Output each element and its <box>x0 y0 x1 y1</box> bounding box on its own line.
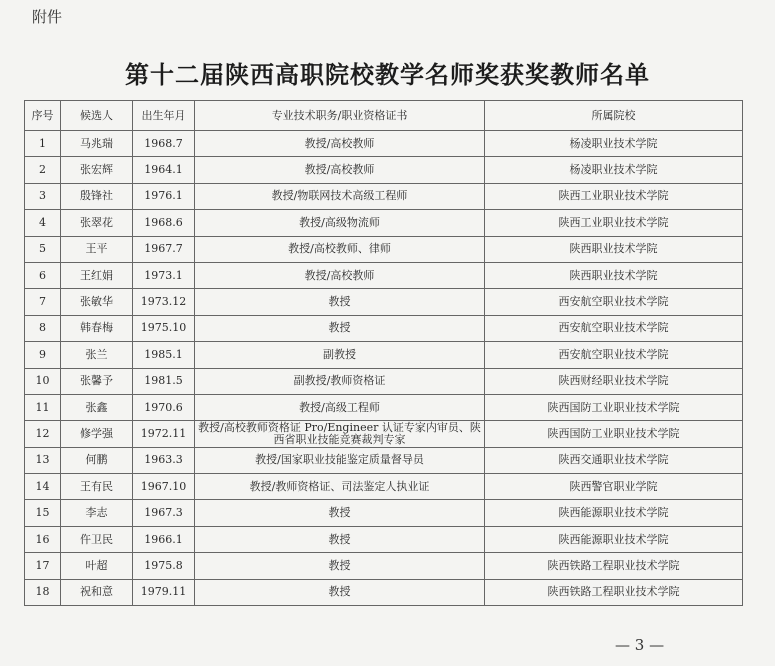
row-birth: 1976.1 <box>133 183 195 209</box>
row-candidate: 王有民 <box>61 474 133 500</box>
table-row <box>25 157 743 183</box>
row-title-cert: 教授/高校教师、律师 <box>195 236 485 262</box>
row-serial: 7 <box>25 289 61 315</box>
header-school: 所属院校 <box>485 101 743 131</box>
row-birth: 1964.1 <box>133 157 195 183</box>
row-candidate: 殷锋社 <box>61 183 133 209</box>
table-row <box>25 315 743 341</box>
row-school: 陕西能源职业技术学院 <box>485 500 743 526</box>
row-school: 西安航空职业技术学院 <box>485 342 743 368</box>
table-header-row <box>25 101 743 131</box>
row-title-cert: 副教授/教师资格证 <box>195 368 485 394</box>
row-serial: 13 <box>25 447 61 473</box>
row-birth: 1967.10 <box>133 474 195 500</box>
header-birth: 出生年月 <box>133 101 195 131</box>
row-title-cert: 教授 <box>195 500 485 526</box>
row-school: 陕西职业技术学院 <box>485 262 743 288</box>
row-serial: 17 <box>25 553 61 579</box>
row-birth: 1967.7 <box>133 236 195 262</box>
table-row <box>25 262 743 288</box>
row-candidate: 李志 <box>61 500 133 526</box>
row-school: 陕西铁路工程职业技术学院 <box>485 553 743 579</box>
row-title-cert: 教授/高校教师 <box>195 131 485 157</box>
row-school: 陕西工业职业技术学院 <box>485 183 743 209</box>
row-school: 西安航空职业技术学院 <box>485 289 743 315</box>
header-serial: 序号 <box>25 101 61 131</box>
row-title-cert: 教授/高级物流师 <box>195 210 485 236</box>
table-row <box>25 368 743 394</box>
row-candidate: 马兆瑞 <box>61 131 133 157</box>
row-candidate: 仵卫民 <box>61 526 133 552</box>
row-serial: 11 <box>25 394 61 420</box>
table-row <box>25 236 743 262</box>
table-row <box>25 421 743 447</box>
table-row <box>25 289 743 315</box>
page-number: — 3 — <box>615 636 665 654</box>
row-school: 陕西铁路工程职业技术学院 <box>485 579 743 605</box>
row-birth: 1973.1 <box>133 262 195 288</box>
row-serial: 2 <box>25 157 61 183</box>
row-school: 陕西能源职业技术学院 <box>485 526 743 552</box>
row-birth: 1975.8 <box>133 553 195 579</box>
row-candidate: 祝和意 <box>61 579 133 605</box>
row-title-cert: 副教授 <box>195 342 485 368</box>
row-serial: 6 <box>25 262 61 288</box>
row-birth: 1963.3 <box>133 447 195 473</box>
row-title-cert: 教授/高校教师 <box>195 157 485 183</box>
row-birth: 1985.1 <box>133 342 195 368</box>
row-birth: 1970.6 <box>133 394 195 420</box>
row-serial: 9 <box>25 342 61 368</box>
row-candidate: 王红娟 <box>61 262 133 288</box>
row-serial: 1 <box>25 131 61 157</box>
table-row <box>25 553 743 579</box>
table-row <box>25 342 743 368</box>
row-candidate: 张馨予 <box>61 368 133 394</box>
row-candidate: 张宏辉 <box>61 157 133 183</box>
row-candidate: 叶超 <box>61 553 133 579</box>
row-candidate: 张敏华 <box>61 289 133 315</box>
row-candidate: 张兰 <box>61 342 133 368</box>
row-school: 陕西国防工业职业技术学院 <box>485 421 743 447</box>
teacher-list-table <box>24 100 743 606</box>
row-birth: 1981.5 <box>133 368 195 394</box>
row-title-cert: 教授 <box>195 553 485 579</box>
row-school: 陕西警官职业学院 <box>485 474 743 500</box>
row-candidate: 张翠花 <box>61 210 133 236</box>
row-candidate: 修学强 <box>61 421 133 447</box>
table-row <box>25 131 743 157</box>
attachment-label: 附件 <box>32 8 63 26</box>
row-title-cert: 教授/高校教师资格证 Pro/Engineer 认证专家内审员、陕西省职业技能竞赛裁判专家 <box>195 421 485 447</box>
row-school: 陕西职业技术学院 <box>485 236 743 262</box>
row-school: 陕西交通职业技术学院 <box>485 447 743 473</box>
row-school: 杨凌职业技术学院 <box>485 131 743 157</box>
row-title-cert: 教授/教师资格证、司法鉴定人执业证 <box>195 474 485 500</box>
row-serial: 3 <box>25 183 61 209</box>
table-row <box>25 500 743 526</box>
row-school: 陕西工业职业技术学院 <box>485 210 743 236</box>
row-birth: 1967.3 <box>133 500 195 526</box>
row-candidate: 韩春梅 <box>61 315 133 341</box>
header-candidate: 候选人 <box>61 101 133 131</box>
row-serial: 5 <box>25 236 61 262</box>
row-title-cert: 教授/国家职业技能鉴定质量督导员 <box>195 447 485 473</box>
table-row <box>25 474 743 500</box>
row-birth: 1968.6 <box>133 210 195 236</box>
row-serial: 18 <box>25 579 61 605</box>
row-birth: 1972.11 <box>133 421 195 447</box>
row-school: 陕西国防工业职业技术学院 <box>485 394 743 420</box>
row-birth: 1979.11 <box>133 579 195 605</box>
row-title-cert: 教授 <box>195 526 485 552</box>
row-title-cert: 教授/高校教师 <box>195 262 485 288</box>
table-body <box>25 131 743 606</box>
row-birth: 1975.10 <box>133 315 195 341</box>
row-serial: 4 <box>25 210 61 236</box>
row-serial: 8 <box>25 315 61 341</box>
row-serial: 10 <box>25 368 61 394</box>
page-title: 第十二届陕西高职院校教学名师奖获奖教师名单 <box>125 61 650 89</box>
row-title-cert: 教授/物联网技术高级工程师 <box>195 183 485 209</box>
row-school: 西安航空职业技术学院 <box>485 315 743 341</box>
row-serial: 16 <box>25 526 61 552</box>
row-birth: 1973.12 <box>133 289 195 315</box>
row-serial: 15 <box>25 500 61 526</box>
row-candidate: 张鑫 <box>61 394 133 420</box>
row-title-cert: 教授 <box>195 315 485 341</box>
row-candidate: 何鹏 <box>61 447 133 473</box>
table-row <box>25 183 743 209</box>
table-row <box>25 579 743 605</box>
row-title-cert: 教授 <box>195 289 485 315</box>
table-row <box>25 394 743 420</box>
row-serial: 14 <box>25 474 61 500</box>
row-birth: 1968.7 <box>133 131 195 157</box>
header-title-cert: 专业技术职务/职业资格证书 <box>195 101 485 131</box>
row-birth: 1966.1 <box>133 526 195 552</box>
table-row <box>25 447 743 473</box>
row-school: 陕西财经职业技术学院 <box>485 368 743 394</box>
row-title-cert: 教授/高级工程师 <box>195 394 485 420</box>
table-row <box>25 526 743 552</box>
row-school: 杨凌职业技术学院 <box>485 157 743 183</box>
row-title-cert: 教授 <box>195 579 485 605</box>
row-candidate: 王平 <box>61 236 133 262</box>
table-row <box>25 210 743 236</box>
row-serial: 12 <box>25 421 61 447</box>
